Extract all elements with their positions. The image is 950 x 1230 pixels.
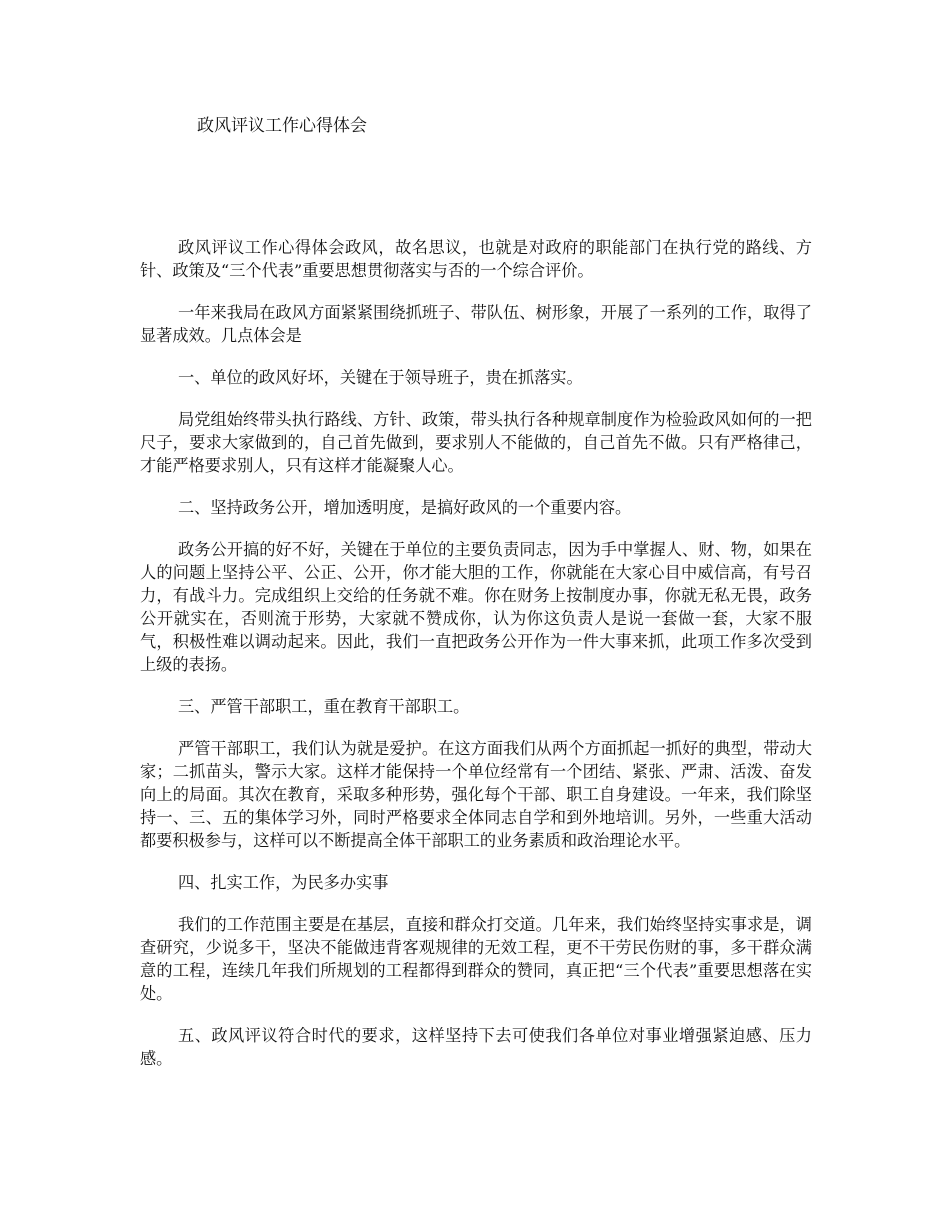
paragraph-intro: 政风评议工作心得体会政风，故名思议，也就是对政府的职能部门在执行党的路线、方针、政策及“三个代表”重要思想贯彻落实与否的一个综合评价。 bbox=[140, 238, 812, 280]
section-body-3: 严管干部职工，我们认为就是爱护。在这方面我们从两个方面抓起一抓好的典型，带动大家；二抓苗头，警示大家。这样才能保持一个单位经常有一个团结、紧张、严肃、活泼、奋发向上的局面。其次在教育，采取多种形势，强化每个干部、职工自身建设。一年来，我们除坚持一、三、五的集体学习外，同时严格要求全体同志自学和到外地培训。另外，一些重大活动都要积极参与，这样可以不断提高全体干部职工的业务素质和政治理论水平。 bbox=[140, 739, 812, 850]
section-heading-3: 三、严管干部职工，重在教育干部职工。 bbox=[178, 697, 470, 716]
section-heading-4: 四、扎实工作，为民多办实事 bbox=[178, 873, 389, 892]
document-title: 政风评议工作心得体会 bbox=[197, 116, 367, 136]
paragraph-summary: 一年来我局在政风方面紧紧围绕抓班子、带队伍、树形象，开展了一系列的工作，取得了显著成效。几点体会是 bbox=[140, 303, 812, 345]
section-body-2: 政务公开搞的好不好，关键在于单位的主要负责同志，因为手中掌握人、财、物，如果在人的问题上坚持公平、公正、公开，你才能大胆的工作，你就能在大家心目中威信高，有号召力，有战斗力。完成组织上交给的任务就不难。你在财务上按制度办事，你就无私无畏，政务公开就实在，否则流于形势，大家就不赞成你，认为你这负责人是说一套做一套，大家不服气，积极性难以调动起来。因此，我们一直把政务公开作为一件大事来抓，此项工作多次受到上级的表扬。 bbox=[140, 540, 812, 674]
section-heading-1: 一、单位的政风好坏，关键在于领导班子，贵在抓落实。 bbox=[178, 368, 583, 387]
section-heading-5: 五、政风评议符合时代的要求，这样坚持下去可使我们各单位对事业增强紧迫感、压力感。 bbox=[140, 1026, 812, 1068]
section-body-1: 局党组始终带头执行路线、方针、政策，带头执行各种规章制度作为检验政风如何的一把尺子，要求大家做到的，自己首先做到，要求别人不能做的，自己首先不做。只有严格律己，才能严格要求别人，只有这样才能凝聚人心。 bbox=[140, 410, 812, 475]
document-body bbox=[140, 236, 812, 1089]
section-heading-2: 二、坚持政务公开，增加透明度，是搞好政风的一个重要内容。 bbox=[178, 498, 632, 517]
section-body-4: 我们的工作范围主要是在基层，直接和群众打交道。几年来，我们始终坚持实事求是，调查研究，少说多干，坚决不能做违背客观规律的无效工程，更不干劳民伤财的事，多干群众满意的工程，连续几年我们所规划的工程都得到群众的赞同，真正把“三个代表”重要思想落在实处。 bbox=[140, 915, 812, 1003]
